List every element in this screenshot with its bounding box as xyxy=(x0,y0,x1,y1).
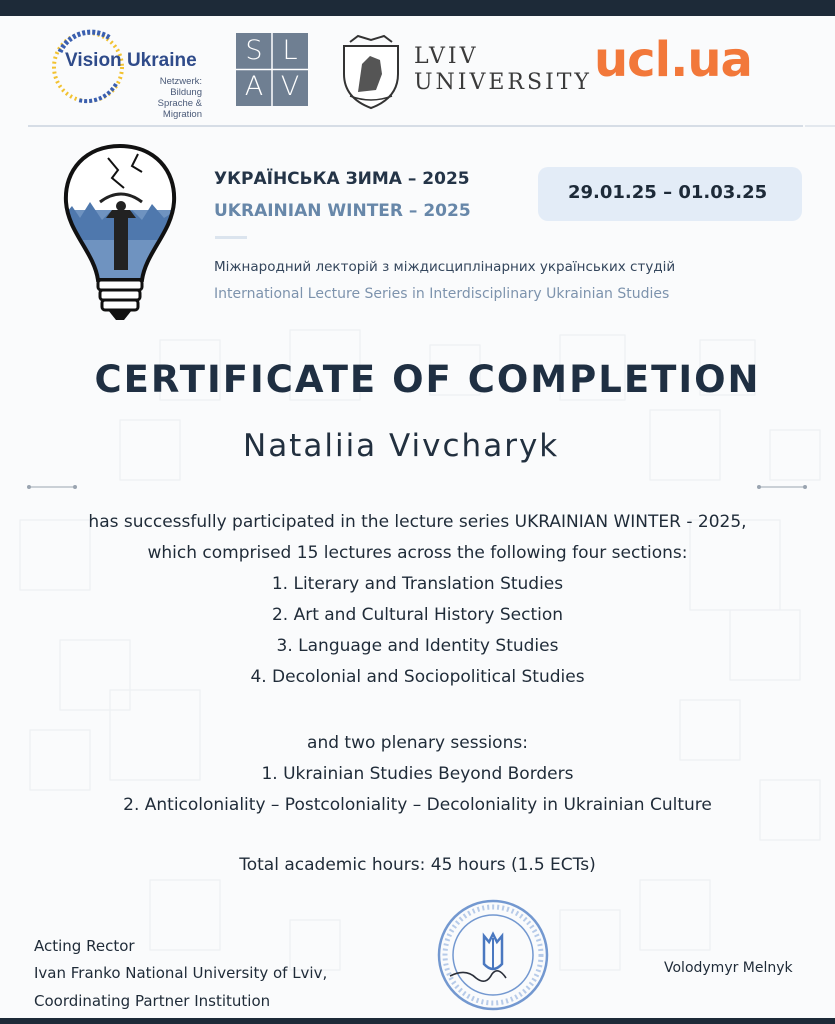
slav-letter-v: V xyxy=(280,71,300,102)
lightbulb-illustration-icon xyxy=(60,140,180,324)
event-dates: 29.01.25 – 01.03.25 xyxy=(568,182,768,203)
lviv-logo-line2: UNIVERSITY xyxy=(414,70,592,95)
lviv-university-logo xyxy=(336,34,592,110)
series-subtitle-ukrainian: Міжнародний лекторій з міждисциплінарних українських студій xyxy=(214,259,676,275)
section-item-1: 1. Literary and Translation Studies xyxy=(271,574,564,594)
certificate-title: CERTIFICATE OF COMPLETION xyxy=(94,358,761,401)
intro-line-2: which comprised 15 lectures across the following four sections: xyxy=(147,543,688,563)
plenary-item-1: 1. Ukrainian Studies Beyond Borders xyxy=(261,764,574,784)
vision-ukraine-subtitle-line2: Sprache & Migration xyxy=(157,98,202,120)
slav-letter-s: S xyxy=(245,35,263,66)
slav-logo xyxy=(236,33,308,106)
event-title-underline xyxy=(215,236,247,239)
event-title-english: UKRAINIAN WINTER – 2025 xyxy=(214,201,471,221)
official-stamp-icon xyxy=(436,898,550,1012)
bottom-border xyxy=(0,1018,835,1024)
series-subtitle-english: International Lecture Series in Interdisciplinary Ukrainian Studies xyxy=(214,286,670,302)
vision-ukraine-subtitle-line1: Netzwerk: Bildung xyxy=(159,76,202,98)
ucl-logo: ucl.ua xyxy=(594,32,752,88)
right-ornament-icon xyxy=(756,482,808,492)
slav-letter-a: A xyxy=(244,71,264,102)
slav-letter-l: L xyxy=(282,35,298,66)
vision-ukraine-title: Vision Ukraine xyxy=(65,50,197,71)
total-hours: Total academic hours: 45 hours (1.5 ECTs) xyxy=(239,855,596,875)
lviv-logo-line1: LVIV xyxy=(414,44,479,69)
plenary-intro: and two plenary sessions: xyxy=(307,733,528,753)
left-ornament-icon xyxy=(26,482,78,492)
header-divider xyxy=(28,125,803,127)
vision-ukraine-logo xyxy=(48,22,208,120)
section-item-3: 3. Language and Identity Studies xyxy=(276,636,559,656)
signatory-role: Coordinating Partner Institution xyxy=(34,992,271,1010)
signatory-title: Acting Rector xyxy=(34,937,135,955)
section-item-4: 4. Decolonial and Sociopolitical Studies xyxy=(250,667,585,687)
event-dates-box xyxy=(538,167,802,221)
intro-line-1: has successfully participated in the lecture series UKRAINIAN WINTER - 2025, xyxy=(88,512,747,532)
signatory-institution: Ivan Franko National University of Lviv, xyxy=(34,964,328,982)
plenary-item-2: 2. Anticoloniality – Postcoloniality – Decoloniality in Ukrainian Culture xyxy=(123,795,712,815)
lviv-crest-icon xyxy=(336,34,406,110)
section-item-2: 2. Art and Cultural History Section xyxy=(271,605,564,625)
header-divider-end xyxy=(805,125,835,127)
vision-ukraine-subtitle xyxy=(132,76,202,120)
signatory-name: Volodymyr Melnyk xyxy=(664,960,793,976)
recipient-name: Nataliia Vivcharyk xyxy=(243,428,560,464)
event-title-ukrainian: УКРАЇНСЬКА ЗИМА – 2025 xyxy=(214,169,470,189)
